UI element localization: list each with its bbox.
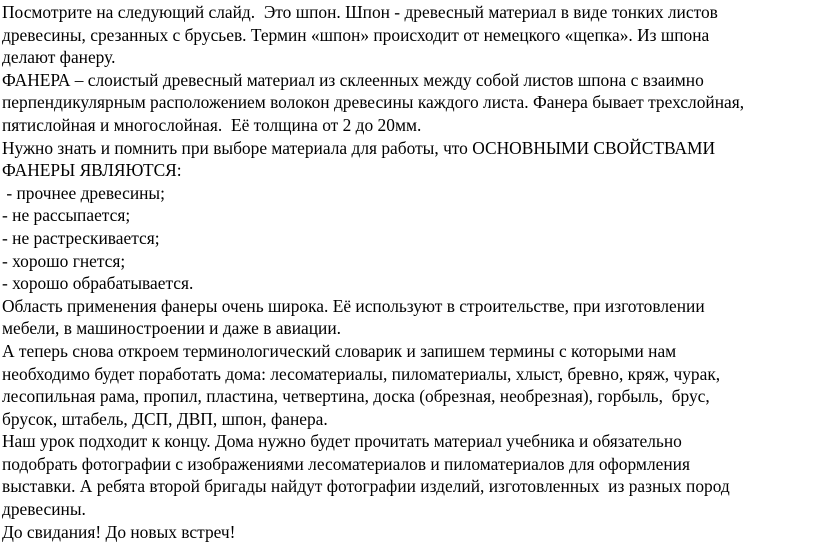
list-item: - хорошо гнется;: [2, 250, 126, 271]
text-line: Наш урок подходит к концу. Дома нужно будет прочитать материал учебника и обязательно: [2, 431, 682, 452]
text-line: брусок, штабель, ДСП, ДВП, шпон, фанера.: [2, 408, 328, 429]
text-line: необходимо будет поработать дома: лесоматериалы, пиломатериалы, хлыст, бревно, кряж, чурак,: [2, 363, 721, 384]
text-line: ФАНЕРА – слоистый древесный материал из склеенных между собой листов шпона с взаимно: [2, 69, 704, 90]
text-line: Область применения фанеры очень широка. Её используют в строительстве, при изготовлении: [2, 295, 705, 316]
text-line: делают фанеру.: [2, 47, 116, 68]
list-item: - хорошо обрабатывается.: [2, 273, 194, 294]
text-line: пятислойная и многослойная. Её толщина от 2 до 20мм.: [2, 114, 422, 135]
list-item: - не рассыпается;: [2, 205, 131, 226]
text-line: А теперь снова откроем терминологический словарик и запишем термины с которыми нам: [2, 340, 677, 361]
closing-line: До свидания! До новых встреч!: [2, 521, 236, 542]
text-line: подобрать фотографии с изображениями лесоматериалов и пиломатериалов для оформления: [2, 453, 690, 474]
list-item: - прочнее древесины;: [2, 182, 165, 203]
text-line: ФАНЕРЫ ЯВЛЯЮТСЯ:: [2, 160, 182, 181]
text-line: лесопильная рама, пропил, пластина, четвертина, доска (обрезная, необрезная), горбыль, брус,: [2, 386, 710, 407]
text-line: перпендикулярным расположением волокон древесины каждого листа. Фанера бывает трехслойная,: [2, 92, 745, 113]
list-item: - не растрескивается;: [2, 227, 160, 248]
text-line: Посмотрите на следующий слайд. Это шпон. Шпон - древесный материал в виде тонких листов: [2, 2, 718, 22]
text-line: выставки. А ребята второй бригады найдут фотографии изделий, изготовленных из разных пород: [2, 476, 730, 497]
text-line: древесины.: [2, 499, 86, 520]
text-line: древесины, срезанных с брусьев. Термин «шпон» происходит от немецкого «щепка». Из шпона: [2, 24, 710, 45]
text-line: мебели, в машиностроении и даже в авиации.: [2, 318, 342, 339]
text-line: Нужно знать и помнить при выборе материала для работы, что ОСНОВНЫМИ СВОЙСТВАМИ: [2, 137, 716, 158]
